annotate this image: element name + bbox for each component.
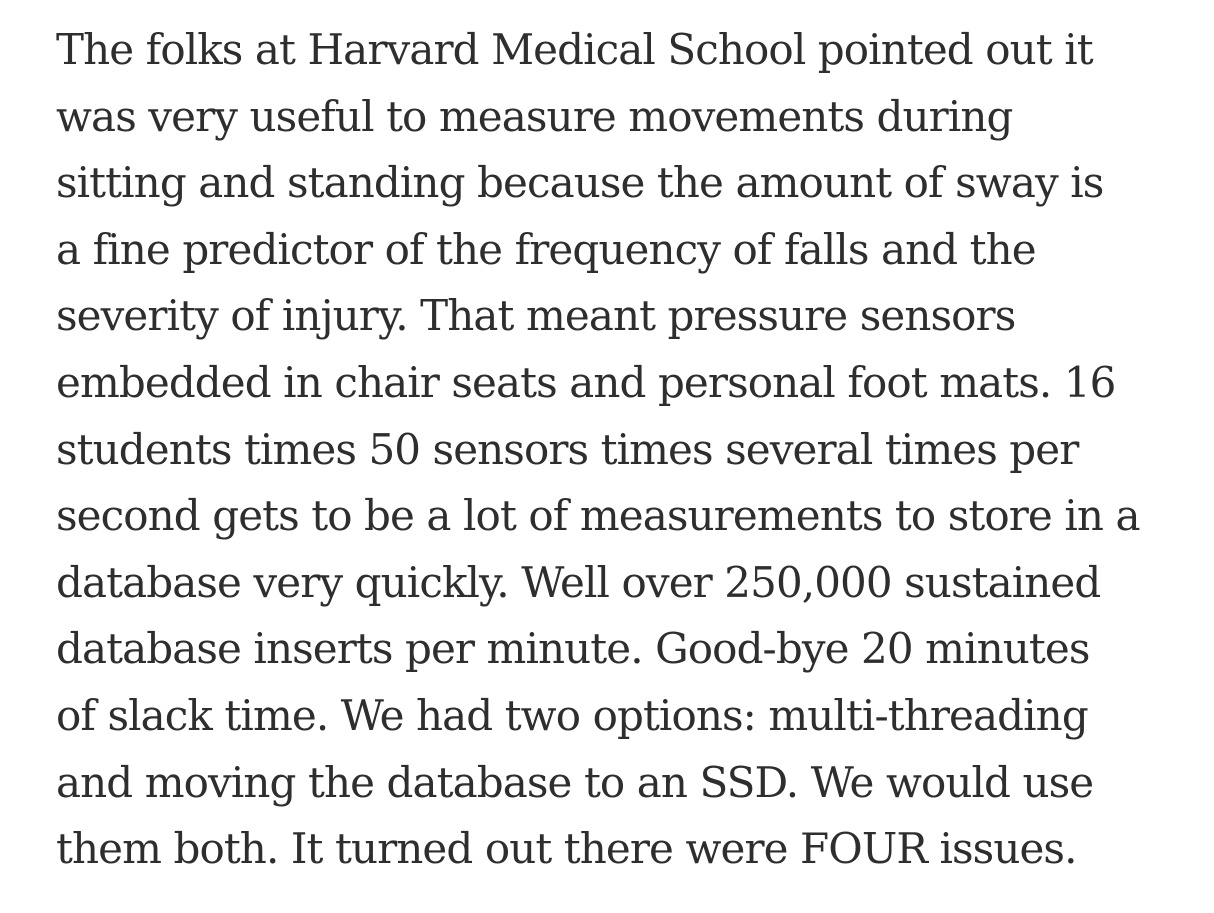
paragraph-line: database very quickly. Well over 250,000 sustained xyxy=(56,557,1101,607)
paragraph-line: a fine predictor of the frequency of falls and the xyxy=(56,224,1036,274)
paragraph-line: sitting and standing because the amount of sway is xyxy=(56,158,1104,208)
paragraph-line: second gets to be a lot of measurements to store in a xyxy=(56,491,1140,541)
paragraph-line: students times 50 sensors times several times per xyxy=(56,424,1079,474)
paragraph-line: of slack time. We had two options: multi-threading xyxy=(56,690,1088,740)
paragraph-line: The folks at Harvard Medical School pointed out it xyxy=(56,25,1093,74)
paragraph-line: database inserts per minute. Good-bye 20 minutes xyxy=(56,624,1090,674)
paragraph-line: severity of injury. That meant pressure sensors xyxy=(56,291,1016,341)
paragraph-line: and moving the database to an SSD. We would use xyxy=(56,757,1094,807)
paragraph-line: them both. It turned out there were FOUR issues. xyxy=(56,824,1077,874)
paragraph-line: was very useful to measure movements during xyxy=(56,91,1013,141)
article-paragraph xyxy=(56,17,1206,883)
paragraph-line: embedded in chair seats and personal foot mats. 16 xyxy=(56,357,1116,407)
